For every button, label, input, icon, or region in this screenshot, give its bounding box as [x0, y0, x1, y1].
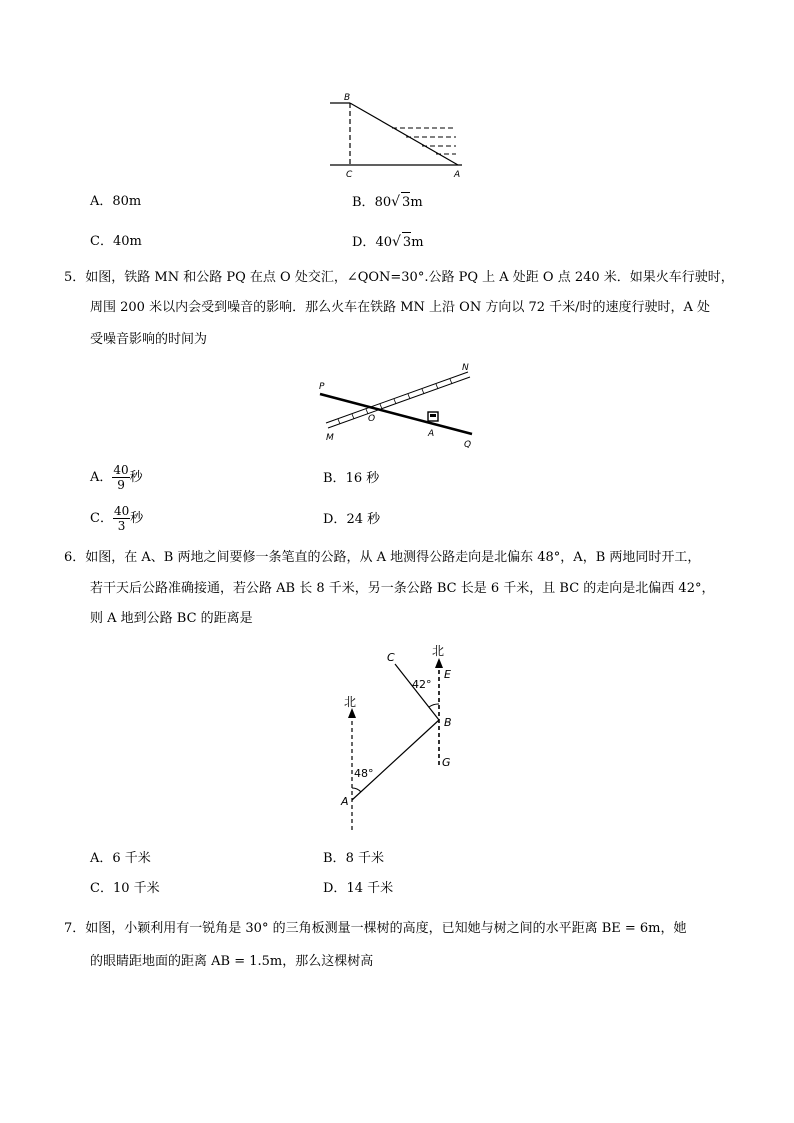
- q6-label-g: G: [442, 756, 451, 769]
- q4-option-b: B．80√ 3m: [352, 192, 423, 213]
- q4-option-c-letter: C．: [90, 234, 113, 249]
- q4-option-a: [90, 192, 141, 212]
- q7-line-1: 7．如图，小颖利用有一锐角是 30° 的三角板测量一棵树的高度，已知她与树之间的水平距离 BE = 6m，她: [64, 921, 687, 936]
- q6-line-3: 则 A 地到公路 BC 的距离是: [90, 611, 253, 626]
- q6-label-north1: 北: [344, 695, 357, 709]
- q4-option-d-post: m: [411, 235, 424, 250]
- q5-option-d-letter: D．: [323, 512, 347, 527]
- q6-label-a: A: [341, 795, 349, 808]
- q6-option-a-value: 6 千米: [112, 851, 151, 866]
- q5-line-1: 5．如图，铁路 MN 和公路 PQ 在点 O 处交汇，∠QON=30°.公路 PQ 上 A 处距 O 点 240 米．如果火车行驶时，: [64, 270, 734, 285]
- q5-option-a: [90, 458, 143, 498]
- q5-line-2: 周围 200 米以内会受到噪音的影响．那么火车在铁路 MN 上沿 ON 方向以 72 千米/时的速度行驶时，A 处: [90, 300, 711, 315]
- q5-label-q: Q: [464, 440, 472, 450]
- q4-option-a-value: 80m: [112, 194, 142, 209]
- q5-label-a: A: [428, 429, 435, 439]
- q6-option-c: [90, 879, 160, 899]
- q5-label-p: P: [319, 382, 325, 392]
- q4-option-d: D．40√ 3m: [352, 232, 424, 253]
- q6-angle-42: 42°: [412, 678, 432, 691]
- q6-line-2: 若干天后公路准确接通，若公路 AB 长 8 千米，另一条公路 BC 长是 6 千米，且 BC 的走向是北偏西 42°，: [90, 581, 715, 596]
- q5-label-n: N: [462, 363, 469, 373]
- q7-line-2: 的眼睛距地面的距离 AB = 1.5m，那么这棵树高: [90, 954, 374, 969]
- q6-option-d-value: 14 千米: [346, 881, 394, 896]
- q6-option-d-letter: D．: [323, 881, 347, 896]
- q6-option-b-value: 8 千米: [345, 851, 384, 866]
- q6-label-e: E: [444, 668, 451, 681]
- q4-option-d-letter: D．: [352, 235, 376, 250]
- q5-option-a-letter: A．: [90, 470, 113, 485]
- q5-option-a-den: 9: [117, 478, 125, 492]
- q5-option-c-fraction: [113, 504, 130, 533]
- q5-option-c-den: 3: [117, 519, 126, 533]
- q6-option-c-value: 10 千米: [112, 881, 160, 896]
- q5-option-b: [323, 469, 379, 489]
- q6-label-north2: 北: [432, 644, 445, 658]
- road-bc: [395, 664, 439, 720]
- q5-option-b-value: 16 秒: [345, 471, 380, 486]
- q5-option-b-letter: B．: [323, 471, 346, 486]
- q5-label-o: O: [368, 414, 376, 424]
- q4-option-b-post: m: [410, 195, 423, 210]
- q5-option-c-unit: 秒: [130, 511, 144, 526]
- q5-line-3: 受噪音影响的时间为: [90, 332, 208, 347]
- q4-option-c: [90, 232, 142, 252]
- north-arrow-a: [348, 708, 356, 718]
- q5-option-c-num: 40: [113, 504, 130, 518]
- q4-label-c: C: [346, 170, 353, 180]
- north-arrow-b: [435, 658, 443, 668]
- q6-option-b: [323, 849, 384, 869]
- q6-line-1: 6．如图，在 A、B 两地之间要修一条笔直的公路，从 A 地测得公路走向是北偏东 48°，A，B 两地同时开工，: [64, 550, 701, 565]
- q5-option-c: [90, 499, 143, 539]
- q6-label-c: C: [387, 651, 395, 664]
- q5-figure: [310, 360, 480, 450]
- q5-option-a-unit: 秒: [129, 470, 143, 485]
- q6-option-c-letter: C．: [90, 881, 113, 896]
- q4-option-d-pre: 40: [375, 235, 392, 250]
- q5-option-a-fraction: [112, 463, 129, 492]
- road-pq: [320, 394, 472, 434]
- road-ab: [352, 720, 439, 800]
- q6-figure: [332, 640, 472, 840]
- q6-label-b: B: [444, 716, 452, 729]
- q5-option-a-num: 40: [113, 463, 129, 477]
- q4-option-d-radicand: 3: [402, 232, 411, 253]
- q5-option-c-letter: C．: [90, 511, 113, 526]
- q5-option-d-value: 24 秒: [346, 512, 381, 527]
- q4-option-c-value: 40m: [112, 234, 142, 249]
- q4-label-a: A: [454, 170, 461, 180]
- q4-label-b: B: [344, 93, 351, 103]
- q4-option-b-pre: 80: [374, 195, 392, 210]
- q6-option-a-letter: A．: [90, 851, 113, 866]
- q6-option-d: [323, 879, 393, 899]
- q6-angle-48: 48°: [354, 767, 374, 780]
- q5-label-m: M: [326, 433, 334, 443]
- q4-option-b-radicand: 3: [401, 192, 410, 213]
- q6-option-a: [90, 849, 151, 869]
- q4-figure: [330, 90, 470, 182]
- q5-option-d: [323, 510, 380, 530]
- q6-option-b-letter: B．: [323, 851, 346, 866]
- q4-option-a-letter: A．: [90, 194, 113, 209]
- q4-option-b-letter: B．: [352, 195, 375, 210]
